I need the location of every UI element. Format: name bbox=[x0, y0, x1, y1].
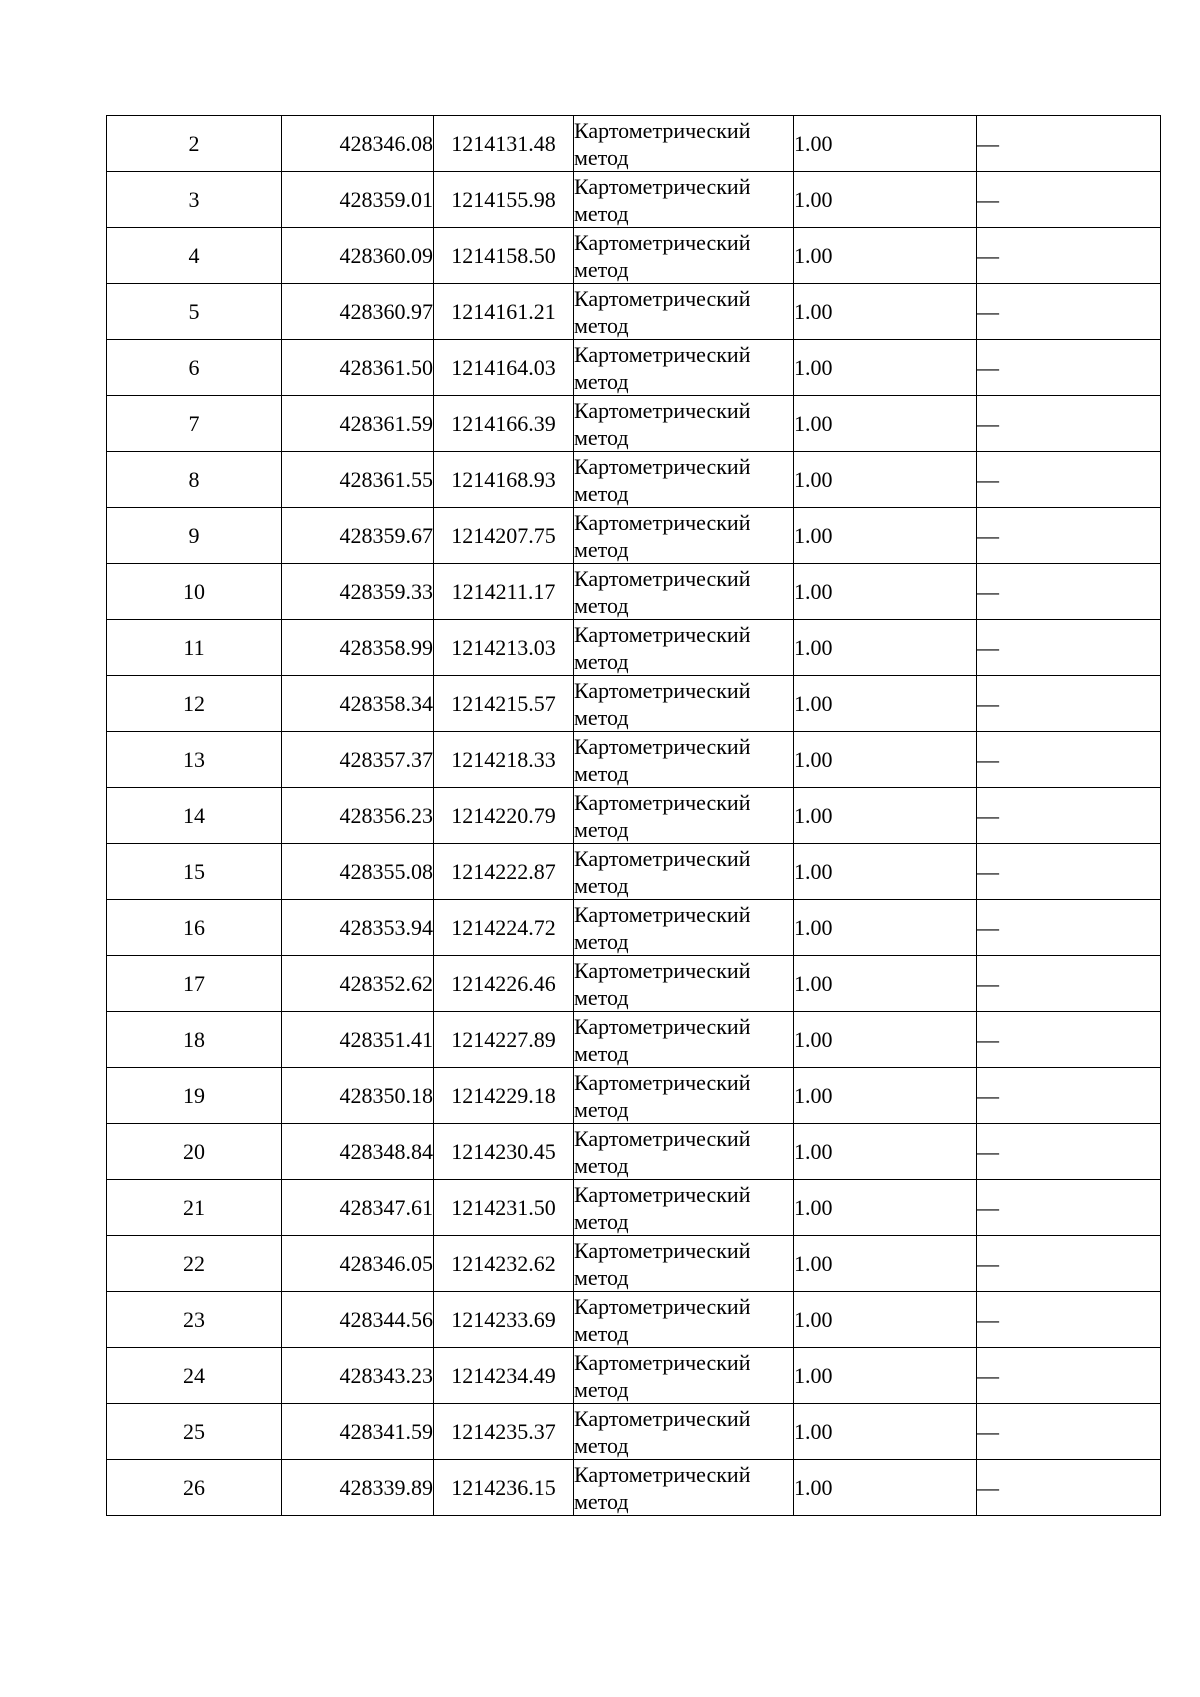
point-number-cell: 7 bbox=[107, 396, 282, 452]
y-coordinate-cell: 1214213.03 bbox=[434, 620, 574, 676]
y-coordinate-cell: 1214131.48 bbox=[434, 116, 574, 172]
x-coordinate-cell: 428358.99 bbox=[282, 620, 434, 676]
y-coordinate-cell: 1214232.62 bbox=[434, 1236, 574, 1292]
x-coordinate-cell: 428360.09 bbox=[282, 228, 434, 284]
table-row bbox=[107, 116, 1161, 172]
point-number-cell: 24 bbox=[107, 1348, 282, 1404]
point-number-cell: 2 bbox=[107, 116, 282, 172]
method-cell bbox=[574, 452, 794, 508]
method-text-line2: метод bbox=[574, 928, 629, 954]
table-row bbox=[107, 956, 1161, 1012]
description-cell: — bbox=[977, 1124, 1161, 1180]
y-coordinate-cell: 1214164.03 bbox=[434, 340, 574, 396]
method-cell bbox=[574, 1068, 794, 1124]
point-number-cell: 9 bbox=[107, 508, 282, 564]
method-text-line1: Картометрический bbox=[574, 229, 751, 255]
x-coordinate-cell: 428350.18 bbox=[282, 1068, 434, 1124]
table-row bbox=[107, 732, 1161, 788]
description-cell: — bbox=[977, 1012, 1161, 1068]
y-coordinate-cell: 1214211.17 bbox=[434, 564, 574, 620]
table-row bbox=[107, 1404, 1161, 1460]
table-row bbox=[107, 172, 1161, 228]
y-coordinate-cell: 1214155.98 bbox=[434, 172, 574, 228]
y-coordinate-cell: 1214230.45 bbox=[434, 1124, 574, 1180]
table-row bbox=[107, 1180, 1161, 1236]
method-cell bbox=[574, 788, 794, 844]
accuracy-cell: 1.00 bbox=[794, 844, 977, 900]
point-number-cell: 10 bbox=[107, 564, 282, 620]
method-cell bbox=[574, 844, 794, 900]
method-text-line1: Картометрический bbox=[574, 1237, 751, 1263]
method-text-line1: Картометрический bbox=[574, 677, 751, 703]
method-text-line1: Картометрический bbox=[574, 1293, 751, 1319]
point-number-cell: 4 bbox=[107, 228, 282, 284]
method-text-line2: метод bbox=[574, 256, 629, 282]
method-cell bbox=[574, 676, 794, 732]
accuracy-cell: 1.00 bbox=[794, 1012, 977, 1068]
method-text-line2: метод bbox=[574, 984, 629, 1010]
point-number-cell: 22 bbox=[107, 1236, 282, 1292]
accuracy-cell: 1.00 bbox=[794, 228, 977, 284]
x-coordinate-cell: 428359.01 bbox=[282, 172, 434, 228]
description-cell: — bbox=[977, 1292, 1161, 1348]
method-cell bbox=[574, 1460, 794, 1516]
description-cell: — bbox=[977, 116, 1161, 172]
x-coordinate-cell: 428344.56 bbox=[282, 1292, 434, 1348]
method-cell bbox=[574, 620, 794, 676]
x-coordinate-cell: 428353.94 bbox=[282, 900, 434, 956]
accuracy-cell: 1.00 bbox=[794, 116, 977, 172]
table-row bbox=[107, 620, 1161, 676]
description-cell: — bbox=[977, 228, 1161, 284]
x-coordinate-cell: 428339.89 bbox=[282, 1460, 434, 1516]
accuracy-cell: 1.00 bbox=[794, 788, 977, 844]
table-row bbox=[107, 228, 1161, 284]
method-text-line2: метод bbox=[574, 816, 629, 842]
y-coordinate-cell: 1214226.46 bbox=[434, 956, 574, 1012]
accuracy-cell: 1.00 bbox=[794, 1236, 977, 1292]
x-coordinate-cell: 428352.62 bbox=[282, 956, 434, 1012]
method-cell bbox=[574, 172, 794, 228]
method-text-line1: Картометрический bbox=[574, 1125, 751, 1151]
method-cell bbox=[574, 1292, 794, 1348]
method-text-line2: метод bbox=[574, 1152, 629, 1178]
accuracy-cell: 1.00 bbox=[794, 172, 977, 228]
method-cell bbox=[574, 1348, 794, 1404]
point-number-cell: 19 bbox=[107, 1068, 282, 1124]
method-text-line2: метод bbox=[574, 592, 629, 618]
point-number-cell: 20 bbox=[107, 1124, 282, 1180]
accuracy-cell: 1.00 bbox=[794, 956, 977, 1012]
accuracy-cell: 1.00 bbox=[794, 508, 977, 564]
method-text-line1: Картометрический bbox=[574, 621, 751, 647]
description-cell: — bbox=[977, 844, 1161, 900]
point-number-cell: 11 bbox=[107, 620, 282, 676]
point-number-cell: 3 bbox=[107, 172, 282, 228]
method-text-line2: метод bbox=[574, 648, 629, 674]
y-coordinate-cell: 1214227.89 bbox=[434, 1012, 574, 1068]
y-coordinate-cell: 1214161.21 bbox=[434, 284, 574, 340]
method-text-line1: Картометрический bbox=[574, 173, 751, 199]
table-row bbox=[107, 788, 1161, 844]
y-coordinate-cell: 1214236.15 bbox=[434, 1460, 574, 1516]
point-number-cell: 8 bbox=[107, 452, 282, 508]
method-text-line2: метод bbox=[574, 1208, 629, 1234]
method-text-line2: метод bbox=[574, 536, 629, 562]
y-coordinate-cell: 1214207.75 bbox=[434, 508, 574, 564]
method-text-line1: Картометрический bbox=[574, 1069, 751, 1095]
description-cell: — bbox=[977, 1236, 1161, 1292]
accuracy-cell: 1.00 bbox=[794, 1348, 977, 1404]
point-number-cell: 6 bbox=[107, 340, 282, 396]
description-cell: — bbox=[977, 900, 1161, 956]
accuracy-cell: 1.00 bbox=[794, 900, 977, 956]
method-cell bbox=[574, 508, 794, 564]
y-coordinate-cell: 1214168.93 bbox=[434, 452, 574, 508]
method-text-line2: метод bbox=[574, 312, 629, 338]
method-text-line2: метод bbox=[574, 1096, 629, 1122]
description-cell: — bbox=[977, 1180, 1161, 1236]
accuracy-cell: 1.00 bbox=[794, 452, 977, 508]
description-cell: — bbox=[977, 788, 1161, 844]
table-row bbox=[107, 676, 1161, 732]
accuracy-cell: 1.00 bbox=[794, 732, 977, 788]
x-coordinate-cell: 428351.41 bbox=[282, 1012, 434, 1068]
method-text-line1: Картометрический bbox=[574, 453, 751, 479]
method-cell bbox=[574, 732, 794, 788]
description-cell: — bbox=[977, 1460, 1161, 1516]
point-number-cell: 17 bbox=[107, 956, 282, 1012]
method-text-line1: Картометрический bbox=[574, 1013, 751, 1039]
table-row bbox=[107, 1012, 1161, 1068]
description-cell: — bbox=[977, 676, 1161, 732]
y-coordinate-cell: 1214220.79 bbox=[434, 788, 574, 844]
description-cell: — bbox=[977, 340, 1161, 396]
method-text-line1: Картометрический bbox=[574, 957, 751, 983]
accuracy-cell: 1.00 bbox=[794, 1460, 977, 1516]
x-coordinate-cell: 428361.50 bbox=[282, 340, 434, 396]
method-text-line1: Картометрический bbox=[574, 565, 751, 591]
accuracy-cell: 1.00 bbox=[794, 1124, 977, 1180]
point-number-cell: 14 bbox=[107, 788, 282, 844]
method-cell bbox=[574, 1180, 794, 1236]
method-text-line1: Картометрический bbox=[574, 733, 751, 759]
method-text-line1: Картометрический bbox=[574, 1349, 751, 1375]
description-cell: — bbox=[977, 620, 1161, 676]
method-text-line1: Картометрический bbox=[574, 789, 751, 815]
y-coordinate-cell: 1214235.37 bbox=[434, 1404, 574, 1460]
point-number-cell: 16 bbox=[107, 900, 282, 956]
method-text-line1: Картометрический bbox=[574, 1461, 751, 1487]
point-number-cell: 5 bbox=[107, 284, 282, 340]
description-cell: — bbox=[977, 1068, 1161, 1124]
coordinates-table-body bbox=[107, 116, 1161, 1516]
x-coordinate-cell: 428347.61 bbox=[282, 1180, 434, 1236]
x-coordinate-cell: 428361.55 bbox=[282, 452, 434, 508]
table-row bbox=[107, 284, 1161, 340]
accuracy-cell: 1.00 bbox=[794, 1292, 977, 1348]
accuracy-cell: 1.00 bbox=[794, 396, 977, 452]
y-coordinate-cell: 1214234.49 bbox=[434, 1348, 574, 1404]
method-cell bbox=[574, 564, 794, 620]
table-row bbox=[107, 396, 1161, 452]
method-text-line1: Картометрический bbox=[574, 845, 751, 871]
table-row bbox=[107, 1348, 1161, 1404]
y-coordinate-cell: 1214229.18 bbox=[434, 1068, 574, 1124]
x-coordinate-cell: 428346.05 bbox=[282, 1236, 434, 1292]
method-text-line2: метод bbox=[574, 1040, 629, 1066]
accuracy-cell: 1.00 bbox=[794, 1068, 977, 1124]
method-text-line1: Картометрический bbox=[574, 117, 751, 143]
table-row bbox=[107, 508, 1161, 564]
table-row bbox=[107, 1124, 1161, 1180]
y-coordinate-cell: 1214222.87 bbox=[434, 844, 574, 900]
x-coordinate-cell: 428343.23 bbox=[282, 1348, 434, 1404]
accuracy-cell: 1.00 bbox=[794, 1180, 977, 1236]
method-cell bbox=[574, 1012, 794, 1068]
method-text-line1: Картометрический bbox=[574, 509, 751, 535]
x-coordinate-cell: 428346.08 bbox=[282, 116, 434, 172]
method-text-line2: метод bbox=[574, 704, 629, 730]
description-cell: — bbox=[977, 1348, 1161, 1404]
method-text-line2: метод bbox=[574, 424, 629, 450]
method-cell bbox=[574, 116, 794, 172]
point-number-cell: 13 bbox=[107, 732, 282, 788]
method-text-line2: метод bbox=[574, 1488, 629, 1514]
method-text-line2: метод bbox=[574, 144, 629, 170]
method-cell bbox=[574, 1124, 794, 1180]
method-cell bbox=[574, 396, 794, 452]
point-number-cell: 15 bbox=[107, 844, 282, 900]
method-text-line1: Картометрический bbox=[574, 341, 751, 367]
table-row bbox=[107, 900, 1161, 956]
x-coordinate-cell: 428361.59 bbox=[282, 396, 434, 452]
method-cell bbox=[574, 228, 794, 284]
table-row bbox=[107, 452, 1161, 508]
description-cell: — bbox=[977, 564, 1161, 620]
accuracy-cell: 1.00 bbox=[794, 620, 977, 676]
x-coordinate-cell: 428359.67 bbox=[282, 508, 434, 564]
x-coordinate-cell: 428360.97 bbox=[282, 284, 434, 340]
table-row bbox=[107, 844, 1161, 900]
method-text-line1: Картометрический bbox=[574, 1181, 751, 1207]
method-text-line2: метод bbox=[574, 1432, 629, 1458]
description-cell: — bbox=[977, 396, 1161, 452]
method-text-line2: метод bbox=[574, 368, 629, 394]
method-text-line1: Картометрический bbox=[574, 1405, 751, 1431]
x-coordinate-cell: 428356.23 bbox=[282, 788, 434, 844]
description-cell: — bbox=[977, 732, 1161, 788]
point-number-cell: 18 bbox=[107, 1012, 282, 1068]
x-coordinate-cell: 428341.59 bbox=[282, 1404, 434, 1460]
description-cell: — bbox=[977, 956, 1161, 1012]
point-number-cell: 26 bbox=[107, 1460, 282, 1516]
method-cell bbox=[574, 956, 794, 1012]
table-row bbox=[107, 340, 1161, 396]
table-row bbox=[107, 1236, 1161, 1292]
description-cell: — bbox=[977, 508, 1161, 564]
method-text-line2: метод bbox=[574, 1320, 629, 1346]
x-coordinate-cell: 428355.08 bbox=[282, 844, 434, 900]
accuracy-cell: 1.00 bbox=[794, 564, 977, 620]
method-text-line2: метод bbox=[574, 760, 629, 786]
x-coordinate-cell: 428359.33 bbox=[282, 564, 434, 620]
accuracy-cell: 1.00 bbox=[794, 340, 977, 396]
method-text-line2: метод bbox=[574, 1264, 629, 1290]
accuracy-cell: 1.00 bbox=[794, 676, 977, 732]
table-row bbox=[107, 564, 1161, 620]
point-number-cell: 12 bbox=[107, 676, 282, 732]
method-text-line2: метод bbox=[574, 200, 629, 226]
y-coordinate-cell: 1214233.69 bbox=[434, 1292, 574, 1348]
method-text-line1: Картометрический bbox=[574, 901, 751, 927]
x-coordinate-cell: 428358.34 bbox=[282, 676, 434, 732]
method-text-line2: метод bbox=[574, 1376, 629, 1402]
method-cell bbox=[574, 1236, 794, 1292]
table-row bbox=[107, 1292, 1161, 1348]
method-cell bbox=[574, 340, 794, 396]
y-coordinate-cell: 1214231.50 bbox=[434, 1180, 574, 1236]
y-coordinate-cell: 1214218.33 bbox=[434, 732, 574, 788]
y-coordinate-cell: 1214215.57 bbox=[434, 676, 574, 732]
method-text-line2: метод bbox=[574, 872, 629, 898]
method-text-line1: Картометрический bbox=[574, 397, 751, 423]
method-cell bbox=[574, 284, 794, 340]
y-coordinate-cell: 1214166.39 bbox=[434, 396, 574, 452]
y-coordinate-cell: 1214158.50 bbox=[434, 228, 574, 284]
coordinates-table bbox=[106, 115, 1161, 1516]
accuracy-cell: 1.00 bbox=[794, 284, 977, 340]
table-row bbox=[107, 1460, 1161, 1516]
method-text-line2: метод bbox=[574, 480, 629, 506]
point-number-cell: 25 bbox=[107, 1404, 282, 1460]
method-cell bbox=[574, 900, 794, 956]
y-coordinate-cell: 1214224.72 bbox=[434, 900, 574, 956]
method-cell bbox=[574, 1404, 794, 1460]
description-cell: — bbox=[977, 284, 1161, 340]
method-text-line1: Картометрический bbox=[574, 285, 751, 311]
point-number-cell: 21 bbox=[107, 1180, 282, 1236]
description-cell: — bbox=[977, 1404, 1161, 1460]
x-coordinate-cell: 428348.84 bbox=[282, 1124, 434, 1180]
description-cell: — bbox=[977, 452, 1161, 508]
table-row bbox=[107, 1068, 1161, 1124]
x-coordinate-cell: 428357.37 bbox=[282, 732, 434, 788]
point-number-cell: 23 bbox=[107, 1292, 282, 1348]
accuracy-cell: 1.00 bbox=[794, 1404, 977, 1460]
description-cell: — bbox=[977, 172, 1161, 228]
